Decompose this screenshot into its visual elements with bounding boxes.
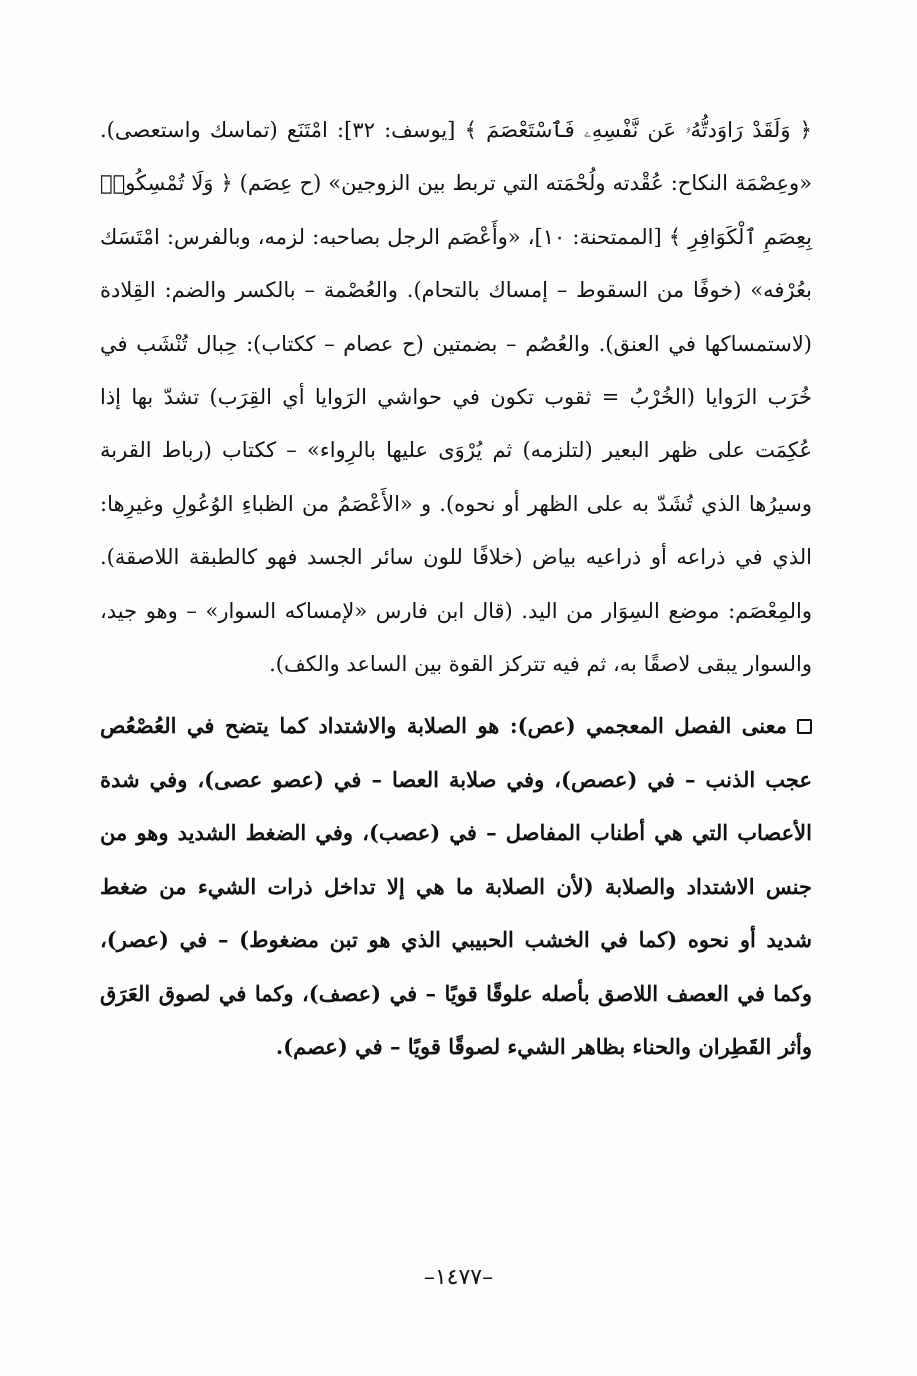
- paragraph-1: ﴿ وَلَقَدْ رَاوَدتُّهُۥ عَن نَّفْسِهِۦ فَٱسْتَعْصَمَ ﴾ [يوسف: ٣٢]: امْتَنَع (تماسك واستعصى). «وعِصْمَة النكاح: عُقْدته ولُحْمَته التي تربط بين الزوجين» (ح عِصَم) ﴿ وَلَا تُمْسِكُوا۟ بِعِصَمِ ٱلْكَوَافِرِ ﴾ [الممتحنة: ١٠]، «وأَعْصَم الرجل بصاحبه: لزمه، وبالفرس: امْتَسَك بعُرْفه» (خوفًا من السقوط – إمساك بالتحام). والعُصْمة – بالكسر والضم: القِلادة (لاستمساكها في العنق). والعُصُم – بضمتين (ح عصام – ككتاب): حِبال تُنْشَب في خُرَب الرَوايا (الخُرْبُ = ثقوب تكون في حواشي الرَوايا أي القِرَب) تشدّ بها إذا عُكِمَت على ظهر البعير (لتلزمه) ثم يُرْوَى عليها بالرِواء» – ككتاب (رباط القربة وسيرُها الذي تُشَدّ به على الظهر أو نحوه). و «الأَعْصَمُ من الظباءِ الوُعُولِ وغيرِها: الذي في ذراعه أو ذراعيه بياض (خلافًا للون سائر الجسد فهو كالطبقة اللاصقة). والمِعْصَم: موضع السِوَار من اليد. (قال ابن فارس «لإمساكه السوار» – وهو جيد، والسوار يبقى لاصقًا به، ثم فيه تتركز القوة بين الساعد والكف).: [100, 118, 812, 677]
- main-text: [100, 104, 812, 1073]
- paragraph-2-text: معنى الفصل المعجمي (عص): هو الصلابة والاشتداد كما يتضح في العُصْعُص عجب الذنب – في (عصص)، وفي صلابة العصا – في (عصو عصى)، وفي شدة الأعصاب التي هي أطناب المفاصل – في (عصب)، وفي الضغط الشديد وهو من جنس الاشتداد والصلابة (لأن الصلابة ما هي إلا تداخل ذرات الشيء من ضغط شديد أو نحوه (كما في الخشب الحبيبي الذي هو تبن مضغوط) – في (عصر)، وكما في العصف اللاصق بأصله علوقًا قويًا – في (عصف)، وكما في لصوق العَرَق وأثر القَطِران والحناء بظاهر الشيء لصوقًا قويًا – في (عصم).: [100, 713, 812, 1059]
- page-number: –١٤٧٧–: [423, 1265, 494, 1290]
- paragraph-2: [100, 699, 812, 1073]
- square-box-icon: [797, 719, 812, 734]
